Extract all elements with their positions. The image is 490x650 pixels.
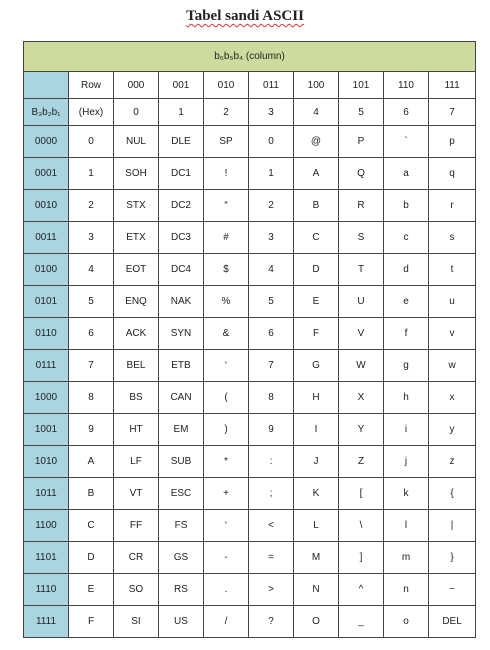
ascii-char-cell: ! <box>204 158 249 190</box>
row-hex-cell: 3 <box>69 222 114 254</box>
ascii-char-cell: DC4 <box>159 254 204 286</box>
row-hex-cell: B <box>69 478 114 510</box>
ascii-char-cell: = <box>249 542 294 574</box>
ascii-char-cell: NUL <box>114 126 159 158</box>
ascii-char-cell: 8 <box>249 382 294 414</box>
ascii-char-cell: & <box>204 318 249 350</box>
row-bits-cell: 0110 <box>24 318 69 350</box>
column-hex-header: 7 <box>429 99 476 126</box>
ascii-char-cell: Z <box>339 446 384 478</box>
ascii-char-cell: b <box>384 190 429 222</box>
ascii-char-cell: SO <box>114 574 159 606</box>
ascii-char-cell: SP <box>204 126 249 158</box>
ascii-char-cell: STX <box>114 190 159 222</box>
table-row <box>24 286 476 318</box>
ascii-char-cell: v <box>429 318 476 350</box>
ascii-char-cell: U <box>339 286 384 318</box>
column-bits-header: 100 <box>294 72 339 99</box>
ascii-char-cell: B <box>294 190 339 222</box>
ascii-char-cell: ^ <box>339 574 384 606</box>
column-bits-header: 011 <box>249 72 294 99</box>
ascii-char-cell: 7 <box>249 350 294 382</box>
table-row <box>24 158 476 190</box>
ascii-char-cell: / <box>204 606 249 638</box>
page-title: Tabel sandi ASCII <box>186 8 304 24</box>
ascii-char-cell: ) <box>204 414 249 446</box>
row-bits-cell: 0101 <box>24 286 69 318</box>
row-hex-cell: 9 <box>69 414 114 446</box>
ascii-char-cell: $ <box>204 254 249 286</box>
row-bits-cell: 0001 <box>24 158 69 190</box>
ascii-char-cell: { <box>429 478 476 510</box>
ascii-char-cell: x <box>429 382 476 414</box>
ascii-char-cell: R <box>339 190 384 222</box>
ascii-char-cell: r <box>429 190 476 222</box>
ascii-char-cell: Y <box>339 414 384 446</box>
ascii-char-cell: NAK <box>159 286 204 318</box>
ascii-char-cell: | <box>429 510 476 542</box>
ascii-char-cell: FF <box>114 510 159 542</box>
ascii-char-cell: LF <box>114 446 159 478</box>
ascii-char-cell: } <box>429 542 476 574</box>
row-hex-cell: 4 <box>69 254 114 286</box>
ascii-char-cell: O <box>294 606 339 638</box>
column-bits-header-row <box>24 72 476 99</box>
column-bits-header: 001 <box>159 72 204 99</box>
ascii-char-cell: j <box>384 446 429 478</box>
ascii-char-cell: % <box>204 286 249 318</box>
row-hex-cell: 8 <box>69 382 114 414</box>
ascii-char-cell: EOT <box>114 254 159 286</box>
table-row <box>24 446 476 478</box>
ascii-char-cell: s <box>429 222 476 254</box>
ascii-char-cell: ETB <box>159 350 204 382</box>
row-bits-cell: 0011 <box>24 222 69 254</box>
ascii-char-cell: m <box>384 542 429 574</box>
row-bits-cell: 0010 <box>24 190 69 222</box>
ascii-char-cell: 6 <box>249 318 294 350</box>
ascii-char-cell: n <box>384 574 429 606</box>
ascii-char-cell: CR <box>114 542 159 574</box>
row-bits-header: B₃b₂b₁ <box>24 99 69 126</box>
row-bits-cell: 0111 <box>24 350 69 382</box>
table-row <box>24 254 476 286</box>
ascii-char-cell: + <box>204 478 249 510</box>
ascii-char-cell: A <box>294 158 339 190</box>
ascii-table <box>23 41 476 638</box>
row-bits-cell: 1110 <box>24 574 69 606</box>
ascii-char-cell: 3 <box>249 222 294 254</box>
ascii-char-cell: ENQ <box>114 286 159 318</box>
ascii-char-cell: w <box>429 350 476 382</box>
ascii-char-cell: US <box>159 606 204 638</box>
column-hex-header: 0 <box>114 99 159 126</box>
ascii-char-cell: a <box>384 158 429 190</box>
column-group-header-row <box>24 42 476 72</box>
ascii-char-cell: SI <box>114 606 159 638</box>
row-label-header: Row <box>69 72 114 99</box>
ascii-char-cell: EM <box>159 414 204 446</box>
column-bits-header: 010 <box>204 72 249 99</box>
ascii-char-cell: W <box>339 350 384 382</box>
ascii-char-cell: ? <box>249 606 294 638</box>
ascii-char-cell: H <box>294 382 339 414</box>
table-row <box>24 318 476 350</box>
ascii-char-cell: T <box>339 254 384 286</box>
column-hex-header: 4 <box>294 99 339 126</box>
header-corner-cell <box>24 72 69 99</box>
table-row <box>24 382 476 414</box>
table-row <box>24 574 476 606</box>
ascii-char-cell: BS <box>114 382 159 414</box>
ascii-char-cell: DLE <box>159 126 204 158</box>
row-bits-cell: 1111 <box>24 606 69 638</box>
ascii-char-cell: e <box>384 286 429 318</box>
column-hex-header: 3 <box>249 99 294 126</box>
ascii-char-cell: M <box>294 542 339 574</box>
ascii-char-cell: ~ <box>429 574 476 606</box>
ascii-char-cell: 4 <box>249 254 294 286</box>
ascii-char-cell: G <box>294 350 339 382</box>
ascii-char-cell: d <box>384 254 429 286</box>
ascii-char-cell: @ <box>294 126 339 158</box>
ascii-char-cell: l <box>384 510 429 542</box>
ascii-char-cell: \ <box>339 510 384 542</box>
table-row <box>24 190 476 222</box>
row-bits-cell: 1100 <box>24 510 69 542</box>
ascii-char-cell: o <box>384 606 429 638</box>
table-row <box>24 510 476 542</box>
ascii-char-cell: ETX <box>114 222 159 254</box>
ascii-char-cell: J <box>294 446 339 478</box>
ascii-char-cell: ‘ <box>204 350 249 382</box>
table-row <box>24 542 476 574</box>
ascii-char-cell: h <box>384 382 429 414</box>
ascii-char-cell: N <box>294 574 339 606</box>
ascii-char-cell: “ <box>204 190 249 222</box>
table-row <box>24 222 476 254</box>
ascii-char-cell: > <box>249 574 294 606</box>
row-bits-cell: 0000 <box>24 126 69 158</box>
row-bits-cell: 1000 <box>24 382 69 414</box>
ascii-char-cell: F <box>294 318 339 350</box>
column-hex-header: 1 <box>159 99 204 126</box>
ascii-char-cell: X <box>339 382 384 414</box>
row-bits-cell: 1001 <box>24 414 69 446</box>
row-hex-cell: D <box>69 542 114 574</box>
ascii-char-cell: g <box>384 350 429 382</box>
ascii-char-cell: c <box>384 222 429 254</box>
ascii-char-cell: _ <box>339 606 384 638</box>
ascii-char-cell: BEL <box>114 350 159 382</box>
ascii-char-cell: DC3 <box>159 222 204 254</box>
row-bits-cell: 1011 <box>24 478 69 510</box>
ascii-char-cell: DC1 <box>159 158 204 190</box>
row-hex-cell: 0 <box>69 126 114 158</box>
ascii-char-cell: SOH <box>114 158 159 190</box>
ascii-char-cell: t <box>429 254 476 286</box>
ascii-char-cell: P <box>339 126 384 158</box>
ascii-char-cell: 5 <box>249 286 294 318</box>
ascii-char-cell: y <box>429 414 476 446</box>
row-hex-cell: 2 <box>69 190 114 222</box>
ascii-char-cell: f <box>384 318 429 350</box>
table-row <box>24 350 476 382</box>
table-row <box>24 478 476 510</box>
ascii-char-cell: SYN <box>159 318 204 350</box>
ascii-char-cell: 1 <box>249 158 294 190</box>
ascii-char-cell: DEL <box>429 606 476 638</box>
row-hex-cell: A <box>69 446 114 478</box>
row-hex-cell: C <box>69 510 114 542</box>
row-hex-cell: 6 <box>69 318 114 350</box>
ascii-char-cell: # <box>204 222 249 254</box>
column-group-header: b₆b₅b₄ (column) <box>24 42 476 72</box>
table-row <box>24 126 476 158</box>
ascii-char-cell: CAN <box>159 382 204 414</box>
column-hex-header: 2 <box>204 99 249 126</box>
ascii-char-cell: RS <box>159 574 204 606</box>
ascii-char-cell: * <box>204 446 249 478</box>
ascii-char-cell: FS <box>159 510 204 542</box>
ascii-char-cell: ESC <box>159 478 204 510</box>
ascii-char-cell: ] <box>339 542 384 574</box>
ascii-char-cell: V <box>339 318 384 350</box>
ascii-char-cell: K <box>294 478 339 510</box>
column-hex-header: 6 <box>384 99 429 126</box>
ascii-char-cell: I <box>294 414 339 446</box>
row-bits-cell: 1010 <box>24 446 69 478</box>
ascii-char-cell: HT <box>114 414 159 446</box>
column-bits-header: 101 <box>339 72 384 99</box>
ascii-char-cell: ACK <box>114 318 159 350</box>
row-hex-cell: F <box>69 606 114 638</box>
ascii-char-cell: [ <box>339 478 384 510</box>
ascii-char-cell: k <box>384 478 429 510</box>
hex-label-header: (Hex) <box>69 99 114 126</box>
ascii-char-cell: . <box>204 574 249 606</box>
table-row <box>24 414 476 446</box>
ascii-char-cell: S <box>339 222 384 254</box>
ascii-char-cell: 0 <box>249 126 294 158</box>
ascii-char-cell: Q <box>339 158 384 190</box>
ascii-char-cell: - <box>204 542 249 574</box>
row-hex-cell: 7 <box>69 350 114 382</box>
ascii-char-cell: p <box>429 126 476 158</box>
ascii-char-cell: i <box>384 414 429 446</box>
column-bits-header: 000 <box>114 72 159 99</box>
ascii-char-cell: u <box>429 286 476 318</box>
ascii-char-cell: ` <box>384 126 429 158</box>
row-hex-cell: 1 <box>69 158 114 190</box>
ascii-char-cell: E <box>294 286 339 318</box>
ascii-char-cell: VT <box>114 478 159 510</box>
ascii-char-cell: 9 <box>249 414 294 446</box>
ascii-char-cell: C <box>294 222 339 254</box>
ascii-char-cell: q <box>429 158 476 190</box>
ascii-char-cell: DC2 <box>159 190 204 222</box>
ascii-char-cell: ; <box>249 478 294 510</box>
column-bits-header: 111 <box>429 72 476 99</box>
ascii-char-cell: 2 <box>249 190 294 222</box>
row-bits-cell: 1101 <box>24 542 69 574</box>
table-row <box>24 606 476 638</box>
row-bits-cell: 0100 <box>24 254 69 286</box>
ascii-char-cell: z <box>429 446 476 478</box>
row-hex-cell: 5 <box>69 286 114 318</box>
row-hex-cell: E <box>69 574 114 606</box>
ascii-char-cell: SUB <box>159 446 204 478</box>
ascii-char-cell: : <box>249 446 294 478</box>
ascii-char-cell: D <box>294 254 339 286</box>
ascii-char-cell: L <box>294 510 339 542</box>
ascii-char-cell: < <box>249 510 294 542</box>
ascii-char-cell: ‘ <box>204 510 249 542</box>
column-hex-header-row <box>24 99 476 126</box>
ascii-char-cell: GS <box>159 542 204 574</box>
column-hex-header: 5 <box>339 99 384 126</box>
column-bits-header: 110 <box>384 72 429 99</box>
ascii-char-cell: ( <box>204 382 249 414</box>
